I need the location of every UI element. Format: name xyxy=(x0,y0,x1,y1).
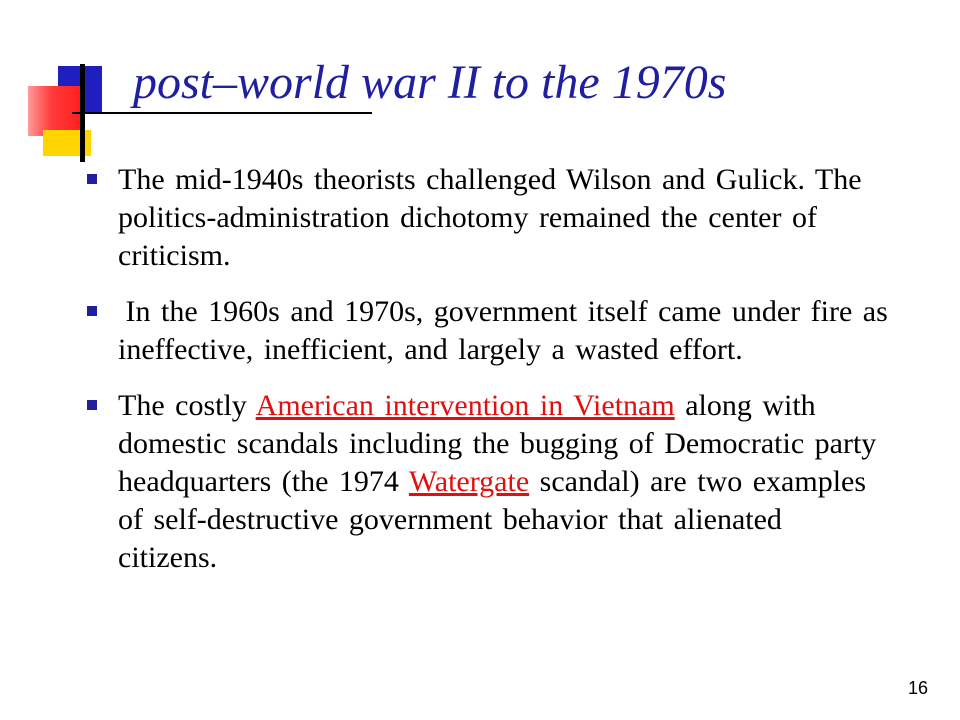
bullet-text-part: The costly xyxy=(118,389,256,422)
title-underline xyxy=(72,112,372,114)
slide-title: post–world war II to the 1970s xyxy=(133,56,727,109)
bullet-list xyxy=(118,161,899,595)
bullet-square-icon xyxy=(87,400,97,410)
bullet-text-part: scandal) are two examples of self-destructive government behavior that alienated citizens. xyxy=(118,465,867,574)
decorative-red-block xyxy=(28,86,80,136)
link-vietnam-intervention[interactable]: American intervention in Vietnam xyxy=(255,389,675,422)
bullet-item xyxy=(118,387,888,577)
bullet-item xyxy=(118,293,899,369)
bullet-text: In the 1960s and 1970s, government itself came under fire as ineffective, inefficient, and largely a wasted effort. xyxy=(118,295,899,366)
bullet-square-icon xyxy=(87,306,97,316)
bullet-item xyxy=(118,161,888,275)
bullet-text: The mid-1940s theorists challenged Wilson and Gulick. The politics-administration dichotomy remained the center of criticism. xyxy=(118,163,862,272)
page-number: 16 xyxy=(907,678,928,698)
bullet-text-part: along with domestic scandals including the bugging of Democratic party headquarters (the 1974 xyxy=(118,389,877,498)
link-watergate[interactable]: Watergate xyxy=(408,465,530,498)
bullet-square-icon xyxy=(87,174,97,184)
